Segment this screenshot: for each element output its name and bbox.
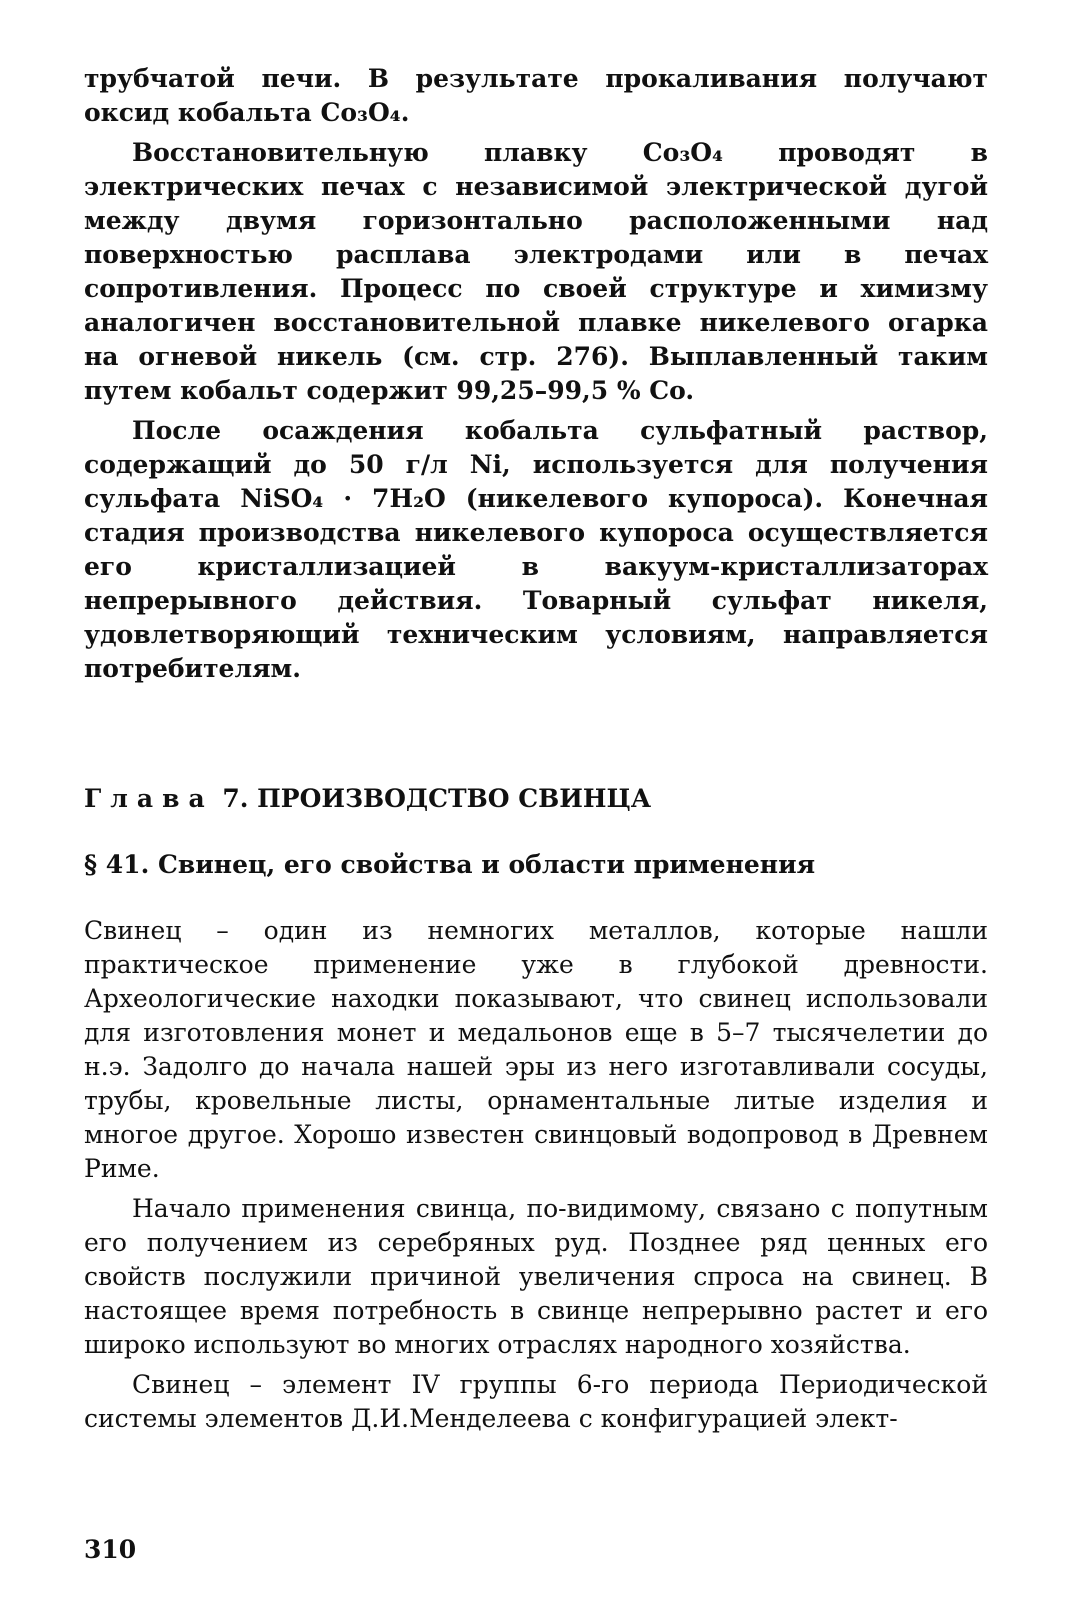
paragraph-lead-history: Свинец – один из немногих металлов, которые нашли практическое применение уже в глубокой древности. Археологические находки показывают, что свинец использовали для изготовления монет и медальонов еще в 5–7 тысячелетии до н.э. Задолго до начала нашей эры из него изготавливали сосуды, трубы, кровельные листы, орнаментальные литые изделия и многое другое. Хорошо известен свинцовый водопровод в Древнем Риме.	[84, 916, 988, 1183]
paragraph-reduction-smelting: Восстановительную плавку Co₃O₄ проводят в электрических печах с независимой электрической дугой между двумя горизонтально расположенными над поверхностью расплава электродами или в печах сопротивления. Процесс по своей структуре и химизму аналогичен восстановительной плавке никелевого огарка на огневой никель (см. стр. 276). Выплавленный таким путем кобальт содержит 99,25–99,5 % Co.	[84, 138, 988, 405]
paragraph-nickel-sulfate: После осаждения кобальта сульфатный раствор, содержащий до 50 г/л Ni, используется для получения сульфата NiSO₄ · 7H₂O (никелевого купороса). Конечная стадия производства никелевого купороса осуществляется его кристаллизацией в вакуум-кристаллизаторах непрерывного действия. Товарный сульфат никеля, удовлетворяющий техническим условиям, направляется потребителям.	[84, 416, 988, 683]
page-number: 310	[84, 1535, 137, 1564]
paragraph-lead-demand: Начало применения свинца, по-видимому, связано с попутным его получением из серебряных руд. Позднее ряд ценных его свойств послужили причиной увеличения спроса на свинец. В настоящее время потребность в свинце непрерывно растет и его широко используют во многих отраслях народного хозяйства.	[84, 1194, 988, 1359]
section-heading: § 41. Свинец, его свойства и области применения	[84, 850, 816, 879]
paragraph-lead-element: Свинец – элемент IV группы 6-го периода Периодической системы элементов Д.И.Менделеева с конфигурацией элект-	[84, 1370, 988, 1433]
chapter-title: 7. ПРОИЗВОДСТВО СВИНЦА	[222, 784, 652, 813]
chapter-word: Глава	[84, 784, 214, 813]
bottom-text-block	[84, 914, 988, 1436]
paragraph-continuation: трубчатой печи. В результате прокаливания получают оксид кобальта Co₃O₄.	[84, 64, 988, 127]
top-text-block	[84, 62, 988, 686]
book-page	[84, 62, 988, 1582]
chapter-heading	[84, 784, 651, 813]
